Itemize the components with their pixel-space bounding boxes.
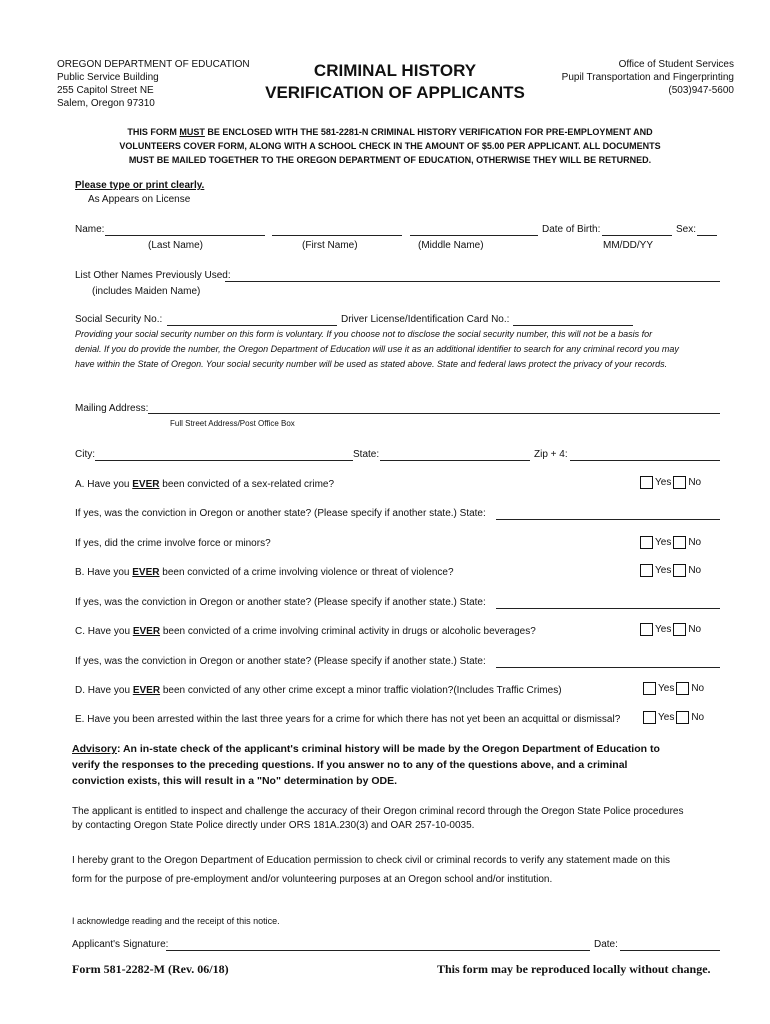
question-d-answers xyxy=(643,682,704,695)
notice-block xyxy=(40,125,740,167)
street: 255 Capitol Street NE xyxy=(57,85,154,96)
other-names-label: List Other Names Previously Used: xyxy=(75,270,231,281)
question-b-state-field[interactable] xyxy=(496,608,720,609)
question-c-pre: C. Have you xyxy=(75,626,133,637)
dob-field[interactable] xyxy=(602,235,672,236)
zip-label: Zip + 4: xyxy=(534,449,568,460)
question-b-post: been convicted of a crime involving violence or threat of violence? xyxy=(159,567,454,578)
first-name-caption: (First Name) xyxy=(302,240,358,251)
mailing-address-field[interactable] xyxy=(148,413,720,414)
office-info xyxy=(562,58,734,97)
question-e-no-checkbox[interactable] xyxy=(676,711,689,724)
middle-name-field[interactable] xyxy=(410,235,538,236)
question-c-answers xyxy=(640,623,701,636)
yes-label: Yes xyxy=(655,624,672,635)
question-b xyxy=(75,567,454,578)
print-instruction: Please type or print clearly. xyxy=(75,180,205,191)
question-b-answers xyxy=(640,564,701,577)
title-line-2: VERIFICATION OF APPLICANTS xyxy=(265,83,525,102)
state-field[interactable] xyxy=(380,460,530,461)
question-a-yes-checkbox[interactable] xyxy=(640,476,653,489)
yes-label: Yes xyxy=(655,565,672,576)
dl-field[interactable] xyxy=(513,325,633,326)
advisory-block xyxy=(72,741,732,789)
date-label: Date: xyxy=(594,939,618,950)
question-d xyxy=(75,685,562,696)
ssn-field[interactable] xyxy=(167,325,337,326)
question-d-pre: D. Have you xyxy=(75,685,133,696)
inspect-line-2: by contacting Oregon State Police directly under ORS 181A.230(3) and OAR 257-10-0035. xyxy=(72,820,475,831)
question-a-force: If yes, did the crime involve force or minors? xyxy=(75,538,271,549)
date-field[interactable] xyxy=(620,950,720,951)
question-e-answers xyxy=(643,711,704,724)
building: Public Service Building xyxy=(57,72,159,83)
yes-label: Yes xyxy=(658,683,675,694)
maiden-name-caption: (includes Maiden Name) xyxy=(92,286,201,297)
last-name-caption: (Last Name) xyxy=(148,240,204,251)
sex-field[interactable] xyxy=(697,235,717,236)
no-label: No xyxy=(691,712,705,723)
city-state: Salem, Oregon 97310 xyxy=(57,98,155,109)
question-a-state-field[interactable] xyxy=(496,519,720,520)
yes-label: Yes xyxy=(655,477,672,488)
force-no-checkbox[interactable] xyxy=(673,536,686,549)
question-d-yes-checkbox[interactable] xyxy=(643,682,656,695)
sex-label: Sex: xyxy=(676,224,697,235)
agency-name: OREGON DEPARTMENT OF EDUCATION xyxy=(57,59,250,70)
dob-format-caption: MM/DD/YY xyxy=(603,240,653,251)
office-dept: Pupil Transportation and Fingerprinting xyxy=(561,72,734,83)
title-line-1: CRIMINAL HISTORY xyxy=(313,61,477,80)
question-c-no-checkbox[interactable] xyxy=(673,623,686,636)
question-b-followup: If yes, was the conviction in Oregon or another state? (Please specify if another state.) State: xyxy=(75,597,486,608)
signature-field[interactable] xyxy=(166,950,590,951)
notice-pre: THIS FORM xyxy=(127,127,180,137)
yes-label: Yes xyxy=(658,712,675,723)
agency-address xyxy=(57,58,250,110)
inspect-line-1: The applicant is entitled to inspect and challenge the accuracy of their Oregon criminal record through the Oregon State Police procedures xyxy=(72,806,684,817)
question-c xyxy=(75,626,536,637)
question-a-pre: A. Have you xyxy=(75,479,133,490)
question-e-yes-checkbox[interactable] xyxy=(643,711,656,724)
notice-must: MUST xyxy=(179,127,205,137)
no-label: No xyxy=(688,624,702,635)
ssn-label: Social Security No.: xyxy=(75,314,163,325)
middle-name-caption: (Middle Name) xyxy=(418,240,484,251)
street-hint: Full Street Address/Post Office Box xyxy=(170,419,295,428)
dl-label: Driver License/Identification Card No.: xyxy=(341,314,510,325)
no-label: No xyxy=(688,565,702,576)
mailing-label: Mailing Address: xyxy=(75,403,149,414)
question-c-followup: If yes, was the conviction in Oregon or another state? (Please specify if another state.) State: xyxy=(75,656,486,667)
license-note: As Appears on License xyxy=(88,194,191,205)
no-label: No xyxy=(691,683,705,694)
city-field[interactable] xyxy=(95,460,353,461)
question-e: E. Have you been arrested within the last three years for a crime for which there has not yet been an acquittal or dismissal? xyxy=(75,714,621,725)
no-label: No xyxy=(688,537,702,548)
inspect-paragraph xyxy=(72,805,742,833)
office-name: Office of Student Services xyxy=(618,59,734,70)
signature-label: Applicant's Signature: xyxy=(72,939,169,950)
question-a-followup: If yes, was the conviction in Oregon or another state? (Please specify if another state.) State: xyxy=(75,508,486,519)
last-name-field[interactable] xyxy=(105,235,265,236)
ever-emphasis: EVER xyxy=(132,626,161,637)
dob-label: Date of Birth: xyxy=(542,224,601,235)
no-label: No xyxy=(688,477,702,488)
ssn-disclaimer-3: have within the State of Oregon. Your social security number will be used as stated above. State and federal laws protect the privacy of your records. xyxy=(75,359,668,369)
grant-paragraph xyxy=(72,851,742,889)
notice-line1: BE ENCLOSED WITH THE 581-2281-N CRIMINAL HISTORY VERIFICATION FOR PRE-EMPLOYMENT AND xyxy=(204,127,653,137)
force-yes-checkbox[interactable] xyxy=(640,536,653,549)
grant-line-2: form for the purpose of pre-employment and/or volunteering purposes at an Oregon school and/or institution. xyxy=(72,874,553,885)
question-c-state-field[interactable] xyxy=(496,667,720,668)
acknowledge-text: I acknowledge reading and the receipt of this notice. xyxy=(72,916,280,926)
question-a-no-checkbox[interactable] xyxy=(673,476,686,489)
question-a-answers xyxy=(640,476,701,489)
advisory-line-2: verify the responses to the preceding questions. If you answer no to any of the questions above, and a criminal xyxy=(72,759,628,771)
yes-label: Yes xyxy=(655,537,672,548)
question-d-post: been convicted of any other crime except a minor traffic violation?(Includes Traffic Crimes) xyxy=(160,685,562,696)
office-phone: (503)947-5600 xyxy=(668,85,734,96)
ssn-disclaimer xyxy=(75,327,735,372)
question-c-post: been convicted of a crime involving criminal activity in drugs or alcoholic beverages? xyxy=(160,626,536,637)
form-title xyxy=(250,60,540,104)
question-c-yes-checkbox[interactable] xyxy=(640,623,653,636)
notice-line3: MUST BE MAILED TOGETHER TO THE OREGON DEPARTMENT OF EDUCATION, OTHERWISE THEY WILL BE RETURNED. xyxy=(128,155,652,165)
advisory-line-3: conviction exists, this will result in a "No" determination by ODE. xyxy=(72,775,398,787)
question-a-force-answers xyxy=(640,536,701,549)
form-number: Form 581-2282-M (Rev. 06/18) xyxy=(72,962,229,976)
name-label: Name: xyxy=(75,224,105,235)
question-b-pre: B. Have you xyxy=(75,567,133,578)
first-name-field[interactable] xyxy=(272,235,402,236)
reproduce-note: This form may be reproduced locally without change. xyxy=(437,962,711,976)
advisory-label: Advisory xyxy=(72,743,117,755)
question-b-no-checkbox[interactable] xyxy=(673,564,686,577)
question-b-yes-checkbox[interactable] xyxy=(640,564,653,577)
other-names-field[interactable] xyxy=(225,281,720,282)
state-label: State: xyxy=(353,449,380,460)
zip-field[interactable] xyxy=(570,460,720,461)
advisory-line-1: : An in-state check of the applicant's criminal history will be made by the Oregon Department of Education to xyxy=(116,743,660,755)
ssn-disclaimer-2: denial. If you do provide the number, the Oregon Department of Education will use it as an additional identifier to search for any criminal record you may xyxy=(75,344,679,354)
ever-emphasis: EVER xyxy=(132,567,160,578)
ever-emphasis: EVER xyxy=(132,685,161,696)
question-d-no-checkbox[interactable] xyxy=(676,682,689,695)
question-a xyxy=(75,479,334,490)
ssn-disclaimer-1: Providing your social security number on this form is voluntary. If you choose not to disclose the social security number, this will not be a basis for xyxy=(75,329,653,339)
notice-line2: VOLUNTEERS COVER FORM, ALONG WITH A SCHOOL CHECK IN THE AMOUNT OF $5.00 PER APPLICANT. ALL DOCUMENTS xyxy=(119,141,661,151)
question-a-post: been convicted of a sex-related crime? xyxy=(159,479,335,490)
ever-emphasis: EVER xyxy=(132,479,160,490)
city-label: City: xyxy=(75,449,95,460)
grant-line-1: I hereby grant to the Oregon Department of Education permission to check civil or criminal records to verify any statement made on this xyxy=(72,855,671,866)
